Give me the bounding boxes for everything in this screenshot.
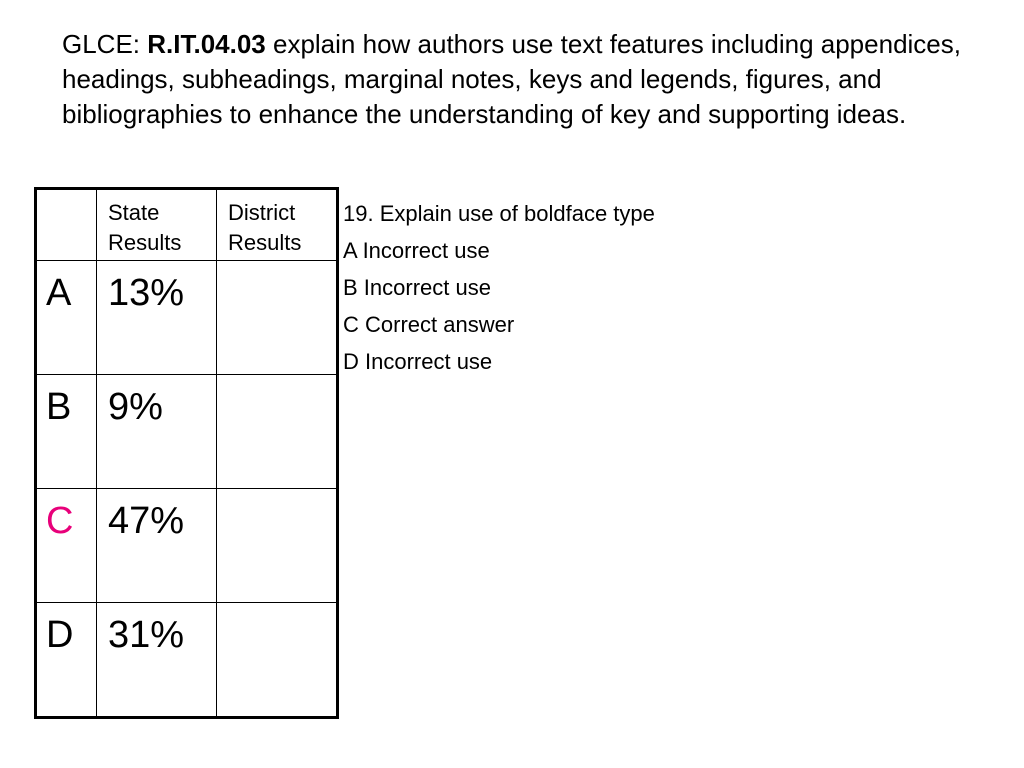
glce-code: R.IT.04.03 (147, 29, 266, 59)
state-value: 47% (108, 500, 185, 542)
glce-description: explain how authors use text features including appendices, headings, subheadings, marginal notes, keys and legends, figures, and bibliographies to enhance the understanding of key and supporting ideas. (62, 29, 961, 129)
question-title: 19. Explain use of boldface type (343, 201, 655, 226)
district-value (217, 603, 336, 613)
row-letter-cell (36, 375, 97, 489)
answer-option: D Incorrect use (343, 349, 493, 374)
glce-prefix: GLCE: (62, 29, 148, 59)
table-row (36, 261, 338, 375)
state-value: 9% (108, 386, 163, 428)
state-value-cell (97, 261, 217, 375)
table-row (36, 489, 338, 603)
district-value-cell (217, 375, 338, 489)
row-letter: D (46, 614, 74, 656)
row-letter-cell (36, 603, 97, 718)
state-value: 13% (108, 272, 185, 314)
results-table (34, 187, 339, 719)
district-value (217, 489, 336, 499)
state-results-header: State Results (108, 200, 182, 255)
table-header-row (36, 189, 338, 261)
state-value: 31% (108, 614, 185, 656)
state-value-cell (97, 489, 217, 603)
row-letter: A (46, 272, 72, 314)
district-value (217, 261, 336, 271)
table-row (36, 375, 338, 489)
row-letter-cell (36, 489, 97, 603)
district-value-cell (217, 489, 338, 603)
state-value-cell (97, 603, 217, 718)
district-value (217, 375, 336, 385)
district-results-header: District Results (228, 200, 302, 255)
table-row (36, 603, 338, 718)
row-letter-correct: C (46, 500, 74, 542)
answer-option: B Incorrect use (343, 275, 491, 300)
question-answers (343, 195, 655, 380)
header-state-cell (97, 189, 217, 261)
header-empty-cell (36, 189, 97, 261)
answer-option: C Correct answer (343, 312, 515, 337)
answer-option: A Incorrect use (343, 238, 490, 263)
glce-heading (62, 27, 992, 132)
district-value-cell (217, 261, 338, 375)
header-district-cell (217, 189, 338, 261)
district-value-cell (217, 603, 338, 718)
row-letter: B (46, 386, 72, 428)
row-letter-cell (36, 261, 97, 375)
state-value-cell (97, 375, 217, 489)
